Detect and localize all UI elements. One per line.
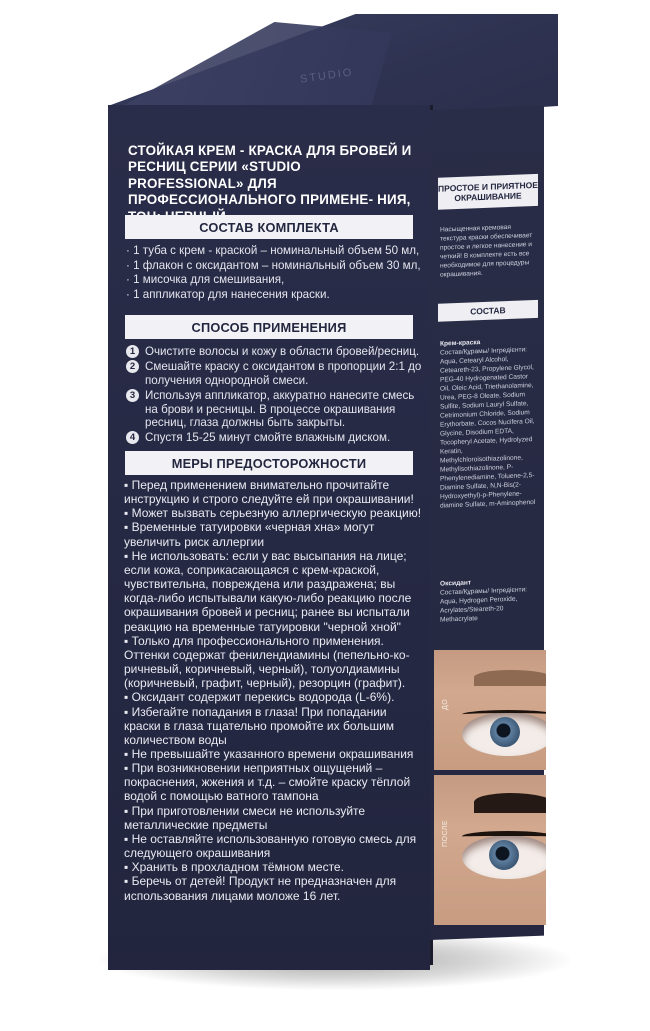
oxidant-heading: Оксидант <box>440 579 472 588</box>
step-text: Используя аппликатор, аккуратно нанесите смесь на брови и ресницы. В процессе окрашивания ресниц, глаза должны быть закрыты. <box>145 389 415 430</box>
warning-item: ▪ Только для профессионального применения. Оттенки содержат фенилендиамины (пепельно-ко- ричневый, коричневый, черный), толуолдиамины (коричневый, графит, черный), резорцин (графит). <box>124 633 410 691</box>
warning-item: ▪ Временные татуировки «черная хна» могут увеличить риск аллергии <box>124 520 375 549</box>
kit-list <box>126 244 426 302</box>
step-text: Очистите волосы и кожу в области бровей/ресниц. <box>145 345 420 358</box>
eyebrow-after <box>474 793 546 813</box>
step-text: Спустя 15-25 минут смойте влажным диском. <box>145 431 391 445</box>
warning-item: ▪ Перед применением внимательно прочитайте инструкцию и строго следуйте ей при окрашивании! <box>124 478 414 507</box>
step-text: Смешайте краску с оксидантом в пропорции 2:1 до получения однородной смеси. <box>145 360 422 387</box>
kit-item: · 1 флакон с оксидантом – номинальный объем 30 мл, <box>126 258 421 272</box>
warning-item: ▪ Может вызвать серьезную аллергическую реакцию! <box>124 506 422 521</box>
product-title: СТОЙКАЯ КРЕМ - КРАСКА ДЛЯ БРОВЕЙ И РЕСНИЦ СЕРИИ «STUDIO PROFESSIONAL» ДЛЯ ПРОФЕССИОНАЛЬНОГО ПРИМЕНЕ- НИЯ, <box>128 143 412 208</box>
eyelashes <box>462 710 546 719</box>
step-number-badge: 1 <box>126 345 139 358</box>
top-faint-logo: STUDIO <box>299 66 355 86</box>
iris <box>490 717 520 747</box>
easy-section-header: ПРОСТОЕ И ПРИЯТНОЕ ОКРАШИВАНИЕ <box>438 174 538 210</box>
cream-ingredients: Состав/Құрамы/ Інгредієнти: Aqua, Cetearyl Alcohol, Ceteareth-23, Propylene Glycol, PEG-40 Hydrogenated Castor Oil, Oleic Acid, Triethanolamine, Urea, PEG-8 Oleate, Sodium Sulfite, Sodium Lauryl Sulfate, Cetrimonium Chloride, Sodium Erythorbate, Cocos Nucifera Oil, Glycine, Disodium EDTA, Tocopheryl Acetate, Hydrolyzed Keratin, Methylchloroisothiazolinone, Methylisothiazolinone, P-Phenylenediamine, Toluene-2,5-Diamine Sulfate, N,N-Bis(2-Hydroxyethyl)-p-Phenylene- diamine Sulfate, m-Aminophenol <box>440 346 536 510</box>
kit-item: · 1 мисочка для смешивания, <box>126 273 285 287</box>
warnings-section-header: МЕРЫ ПРЕДОСТОРОЖНОСТИ <box>125 451 413 475</box>
warning-item: ▪ При приготовлении смеси не используйте металлические предметы <box>124 803 366 832</box>
usage-section-header: СПОСОБ ПРИМЕНЕНИЯ <box>125 315 413 339</box>
step-number-badge: 3 <box>126 389 139 402</box>
after-label: ПОСЛЕ <box>442 819 449 847</box>
kit-section-header: СОСТАВ КОМПЛЕКТА <box>125 215 413 239</box>
warning-item: ▪ Беречь от детей! Продукт не предназначен для использования лицами моложе 16 лет. <box>124 874 397 903</box>
composition-section-header: СОСТАВ <box>438 300 538 322</box>
oxidant-ingredients: Состав/Құрамы/ Інгредієнти: Aqua, Hydrogen Peroxide, Acrylates/Steareth-20 Methacrylate <box>440 586 528 624</box>
usage-step <box>126 431 426 444</box>
warning-item: ▪ Не использовать: если у вас высыпания на лице; если кожа, соприкасающаяся с крем-краской, чувствительна, повреждена или раздражена; вы когда-либо испытывали какую-либо реакцию после окрашивания бровей и ресниц; ранее вы испытали реакцию на временные татуировки "черной хной" <box>124 548 412 634</box>
kit-item: · 1 аппликатор для нанесения краски. <box>126 287 330 301</box>
warning-item: ▪ Оксидант содержит перекись водорода (L-6%). <box>124 690 395 705</box>
usage-step <box>126 345 426 358</box>
warning-item: ▪ Не превышайте указанного времени окрашивания <box>124 746 414 761</box>
before-eye-photo <box>434 650 546 770</box>
warnings-list <box>124 478 424 903</box>
step-number-badge: 2 <box>126 360 139 373</box>
warning-item: ▪ Хранить в прохладном тёмном месте. <box>124 860 344 875</box>
usage-step <box>126 360 426 387</box>
kit-item: · 1 туба с крем - краской – номинальный объем 50 мл, <box>126 244 420 257</box>
warning-item: ▪ Избегайте попадания в глаза! При попадании краски в глаза тщательно промойте их большим количеством воды <box>124 704 395 747</box>
easy-description: Насыщенная кремовая текстура краски обеспечивает простое и легкое нанесение и четкий! В комплекте есть все необходимое для процедуры окрашивания. <box>440 223 533 279</box>
eyebrow-before <box>474 670 546 686</box>
cream-composition <box>440 336 538 511</box>
warning-item: ▪ При возникновении неприятных ощущений – покраснения, жжения и т.д. – смойте краску тёплой водой с помощью ватного тампона <box>124 761 411 804</box>
step-number-badge: 4 <box>126 431 139 444</box>
after-eye-photo <box>434 775 546 925</box>
before-label: ДО <box>442 698 449 710</box>
iris <box>489 840 519 870</box>
usage-steps <box>126 345 426 447</box>
oxidant-composition <box>440 576 538 625</box>
eyelashes <box>462 831 546 842</box>
warning-item: ▪ Не оставляйте использованную готовую смесь для следующего окрашивания <box>124 831 417 861</box>
cream-heading: Крем-краска <box>440 339 481 348</box>
usage-step <box>126 389 426 429</box>
